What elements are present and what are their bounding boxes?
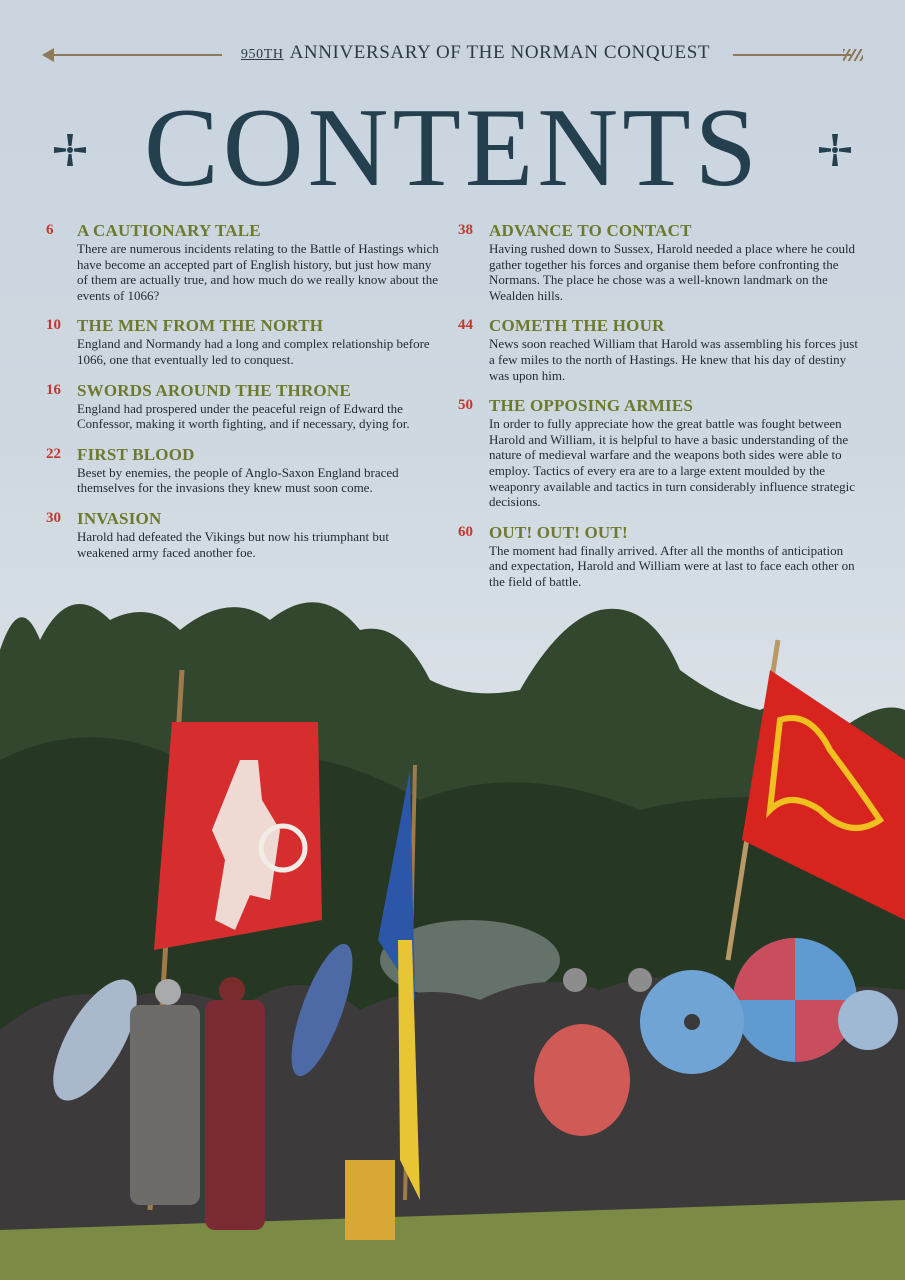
arrow-right-divider	[733, 54, 851, 56]
page-number: 50	[458, 397, 473, 414]
entry-description: News soon reached William that Harold was assembling his forces just a few miles to the north of Hastings. He knew that his day of destiny was upon him.	[489, 336, 858, 383]
entry-title: A CAUTIONARY TALE	[77, 221, 261, 240]
helmet	[155, 979, 181, 1005]
entry-title: FIRST BLOOD	[77, 444, 195, 464]
cross-pattee-icon	[817, 132, 853, 168]
entry-description: Having rushed down to Sussex, Harold needed a place where he could gather together his forces and organise them before confronting the Normans. The place he chose was a well-known landmark on the Wealden hills.	[489, 241, 856, 303]
entry-description: There are numerous incidents relating to the Battle of Hastings which have become an accepted part of English history, but just how many of them are actually true, and how much do we really know about the events of 1066?	[77, 241, 439, 303]
shield-boss	[684, 1014, 700, 1030]
contents-column-left	[46, 221, 441, 573]
entry-description: The moment had finally arrived. After all the months of anticipation and expectation, Harold and William were at last to face each other on the field of battle.	[489, 542, 855, 589]
entry-title: THE OPPOSING ARMIES	[489, 396, 694, 416]
page-number: 10	[46, 317, 61, 334]
toc-entry[interactable]	[46, 316, 441, 367]
helmet	[628, 968, 652, 992]
soldier-yellow-leggings	[345, 1160, 395, 1240]
soldier-red-tunic	[205, 1000, 265, 1230]
page-number: 16	[46, 381, 61, 398]
page-title-block	[0, 84, 905, 212]
helmet	[219, 977, 245, 1003]
anniversary-number: 950TH	[240, 47, 284, 62]
entry-description: England and Normandy had a long and complex relationship before 1066, one that eventually led to conquest.	[77, 336, 430, 367]
soldier-grey-tunic	[130, 1005, 200, 1205]
battle-reenactment-photo	[0, 560, 905, 1280]
arrow-fletching-icon	[843, 49, 863, 61]
toc-entry[interactable]	[46, 381, 441, 432]
toc-entry[interactable]	[46, 445, 441, 496]
page-title: CONTENTS	[144, 86, 761, 210]
entry-title: ADVANCE TO CONTACT	[489, 221, 692, 240]
entry-title: COMETH THE HOUR	[489, 316, 665, 336]
header-title	[238, 42, 713, 64]
header-band	[40, 40, 865, 70]
page-number: 60	[458, 523, 473, 540]
shield-white-right	[838, 990, 898, 1050]
entry-title: OUT! OUT! OUT!	[489, 522, 628, 542]
toc-entry[interactable]	[458, 396, 858, 510]
entry-title: THE MEN FROM THE NORTH	[77, 316, 324, 336]
entry-title: SWORDS AROUND THE THRONE	[77, 380, 351, 400]
toc-entry[interactable]	[46, 221, 441, 303]
page-number: 22	[46, 445, 61, 462]
shield-red	[534, 1024, 630, 1136]
anniversary-text: ANNIVERSARY OF THE NORMAN CONQUEST	[289, 42, 711, 63]
entry-description: England had prospered under the peaceful reign of Edward the Confessor, making it worth fighting, and if necessary, dying for.	[77, 400, 410, 432]
contents-column-right	[458, 221, 858, 603]
page-number: 44	[458, 317, 473, 334]
toc-entry[interactable]	[458, 316, 858, 383]
entry-title: INVASION	[77, 508, 162, 528]
page-number: 30	[46, 509, 61, 526]
toc-entry[interactable]	[46, 509, 441, 560]
arrow-left-divider	[44, 54, 222, 56]
cross-pattee-icon	[52, 132, 88, 168]
entry-description: Beset by enemies, the people of Anglo-Saxon England braced themselves for the invasions they knew must soon come.	[77, 464, 399, 496]
helmet	[563, 968, 587, 992]
page-number: 38	[458, 222, 473, 238]
page-number: 6	[46, 222, 54, 238]
entry-description: In order to fully appreciate how the great battle was fought between Harold and William, it is helpful to have a basic understanding of the nature of medieval warfare and the weapons both sides were able to employ. Tactics of every era are to a large extent moulded by the weaponry available and tactics in turn considerably influence strategic decisions.	[489, 416, 856, 510]
entry-description: Harold had defeated the Vikings but now his triumphant but weakened army faced another foe.	[77, 528, 390, 560]
toc-entry[interactable]	[458, 221, 858, 303]
